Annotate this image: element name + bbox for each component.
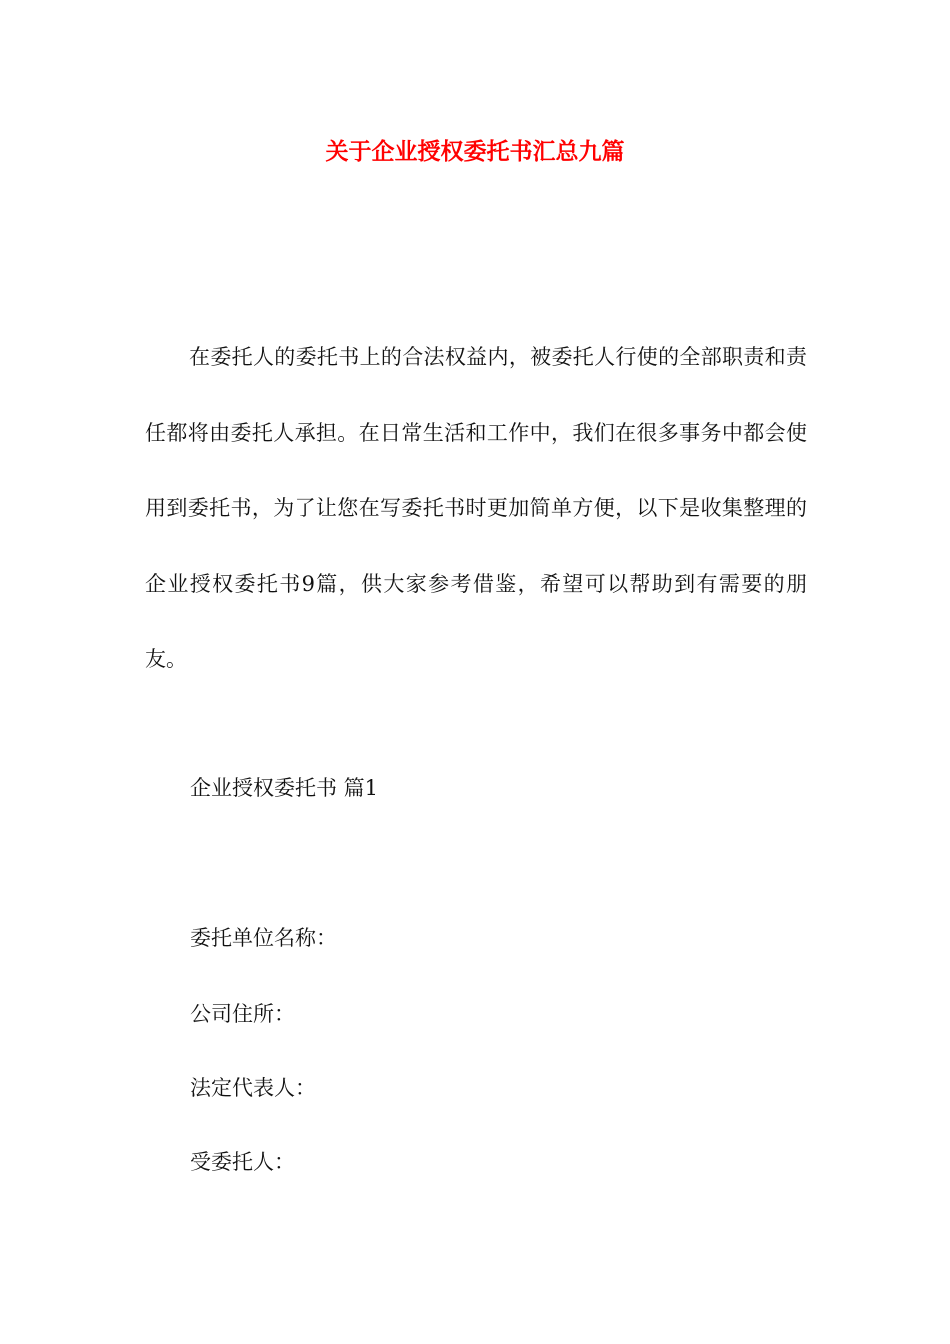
field-legal-representative: 法定代表人： xyxy=(190,1076,316,1100)
intro-paragraph: 在委托人的委托书上的合法权益内，被委托人行使的全部职责和责任都将由委托人承担。在日常生活和工作中，我们在很多事务中都会使用到委托书，为了让您在写委托书时更加简单方便，以下是收集整理的企业授权委托书9篇，供大家参考借鉴，希望可以帮助到有需要的朋友。 xyxy=(145,345,807,671)
document-title: 关于企业授权委托书汇总九篇 xyxy=(325,139,625,165)
field-entrusting-unit-name: 委托单位名称： xyxy=(190,926,337,950)
section-heading: 企业授权委托书 篇1 xyxy=(190,776,379,800)
field-trustee: 受委托人： xyxy=(190,1150,295,1174)
field-company-address: 公司住所： xyxy=(190,1002,295,1026)
